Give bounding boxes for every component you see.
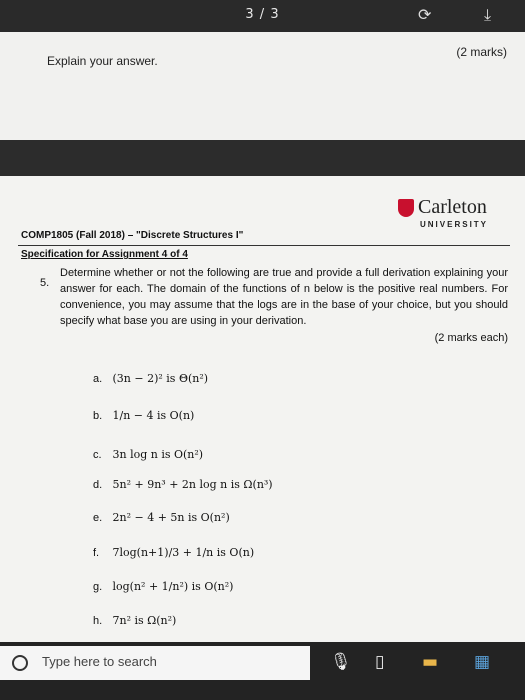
divider [18,245,510,246]
search-input[interactable] [42,654,292,669]
logo-sub: UNIVERSITY [420,220,489,229]
explain-text: Explain your answer. [47,54,158,68]
store-icon[interactable]: ▦ [474,652,491,672]
question-part: h. 7n² is Ω(n²) [93,614,177,627]
previous-page [0,32,525,140]
question-part: e. 2n² − 4 + 5n is O(n²) [93,511,230,524]
rotate-icon[interactable]: ⟳ [418,5,432,24]
download-icon[interactable]: ⤓ [484,5,492,24]
course-title: COMP1805 (Fall 2018) – "Discrete Structures I" [21,230,244,241]
university-logo [392,196,512,236]
cortana-icon[interactable] [12,655,28,671]
marks-text: (2 marks) [456,45,507,59]
shield-icon [398,199,414,217]
spec-title: Specification for Assignment 4 of 4 [21,249,188,260]
taskbar [0,642,525,700]
task-view-icon[interactable]: ▯ [375,652,385,672]
question-part: c. 3n log n is O(n²) [93,448,204,461]
question-number: 5. [40,277,50,289]
question-part: g. log(n² + 1/n²) is O(n²) [93,580,234,593]
question-part: b. 1/n − 4 is O(n) [93,409,195,422]
pdf-viewer-toolbar [0,0,525,32]
question-text: Determine whether or not the following are true and provide a full derivation explaining your answer for each. The domain of the functions of n below is the positive real numbers. For convenience, you may assume that the logs are in the base of your choice, but you should specify what base you are using in your derivation. [60,267,508,327]
microphone-icon[interactable]: 🎙 [330,652,352,672]
question-part: a. (3n − 2)² is Θ(n²) [93,372,209,385]
page-gap [0,140,525,176]
question-part: d. 5n² + 9n³ + 2n log n is Ω(n³) [93,478,273,491]
logo-name: Carleton [418,196,487,218]
search-box[interactable] [0,646,310,680]
file-explorer-icon[interactable]: ▬ [422,652,439,672]
question-part: f. 7log(n+1)/3 + 1/n is O(n) [93,546,255,559]
document-page [0,176,525,642]
page-indicator: 3 / 3 [245,7,280,22]
question-marks: (2 marks each) [434,332,508,344]
